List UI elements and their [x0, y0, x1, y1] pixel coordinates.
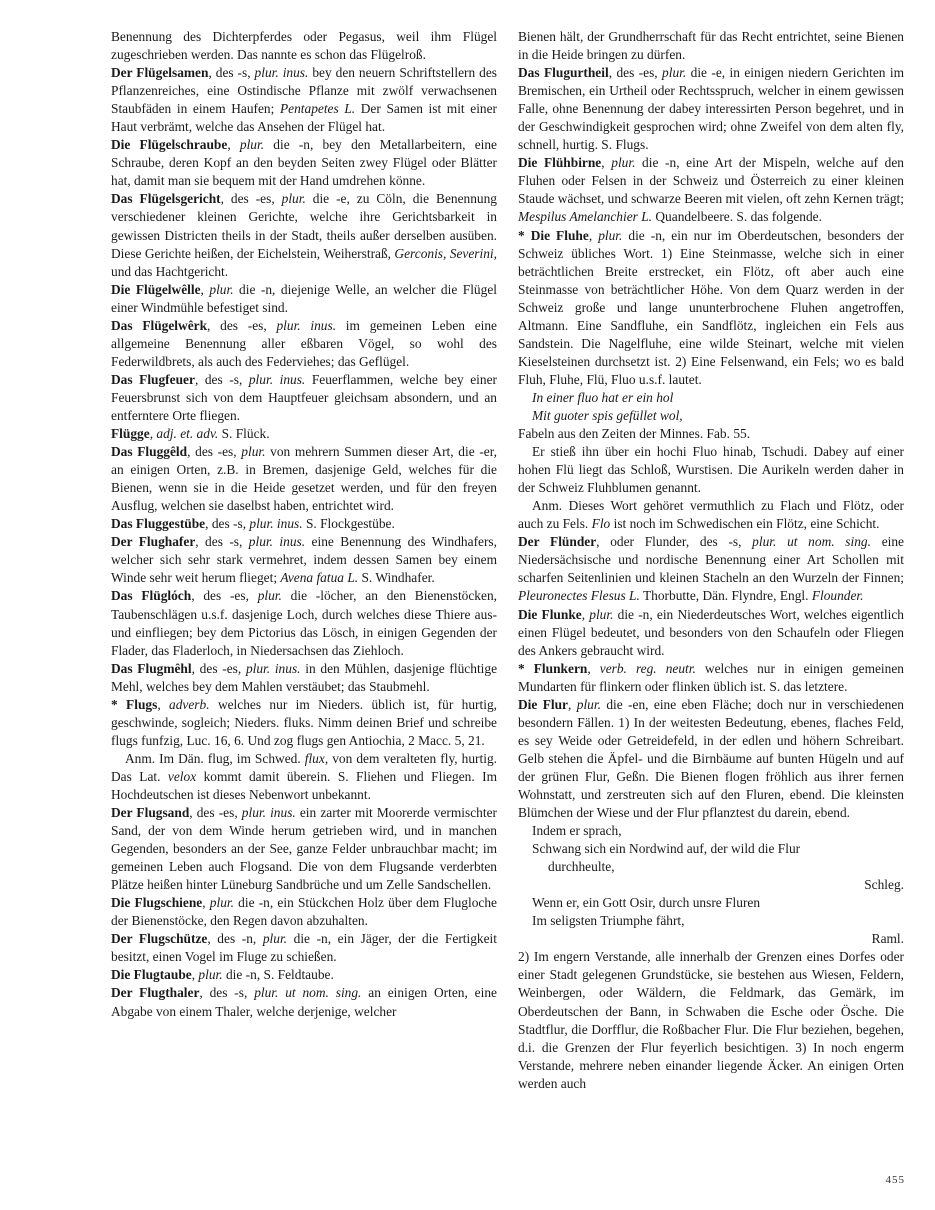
- entry-text: ein zarter mit Moorerde vermischter Sand, der von dem Winde herum getrieben wird, und in manchen Gegenden, besonders an der See, ganze Felder unbrauchbar macht; im gemeinen Leben auch Flogsand. Die von dem Flugsande verderbten Plätze heißen hinter Lüneburg Sandbrüche und um Zelle Sandschellen.: [111, 805, 497, 893]
- entry-text: ,: [200, 281, 210, 297]
- dictionary-entry: [518, 696, 904, 822]
- entry-headword: Die Flugtaube: [111, 967, 192, 983]
- dictionary-entry: [111, 660, 497, 696]
- entry-text: kommt damit überein. S. Fliehen und Fliegen. Im Hochdeutschen ist dieses Nebenwort unbekannt.: [111, 768, 497, 802]
- entry-text: S. Windhafer.: [358, 570, 435, 586]
- dictionary-entry: [111, 64, 497, 136]
- entry-headword: Das Fluggêld: [111, 444, 188, 460]
- entry-headword: Die Flügelwêlle: [111, 281, 201, 297]
- dictionary-entry: [111, 317, 497, 371]
- dictionary-entry: [111, 515, 497, 533]
- entry-headword: * Flunkern: [518, 660, 588, 676]
- italic-text: plur.: [589, 606, 614, 622]
- italic-text: verb. reg. neutr.: [599, 660, 696, 676]
- entry-headword: Flügge: [111, 426, 150, 442]
- quote-attribution: Schleg.: [864, 877, 904, 893]
- italic-text: plur. inus.: [241, 805, 296, 821]
- entry-text: , des -es,: [191, 588, 258, 604]
- italic-text: plur. ut nom. sing.: [752, 534, 871, 550]
- entry-headword: Das Flugurtheil: [518, 65, 609, 81]
- entry-headword: Das Flügelsgericht: [111, 191, 221, 207]
- entry-headword: Das Flugfeuer: [111, 371, 195, 387]
- verse-line: In einer fluo hat er ein hol: [532, 389, 674, 405]
- entry-text: ,: [149, 426, 157, 442]
- italic-text: Avena fatua L.: [280, 570, 359, 586]
- entry-text: Anm. Dieses Wort gehöret vermuthlich zu Flach und Flötz, oder auch zu Fels.: [518, 498, 904, 532]
- verse-line: Im seligsten Triumphe fährt,: [532, 913, 685, 929]
- entry-text: , des -s,: [208, 65, 255, 81]
- entry-text: an einigen Orten, eine Abgabe von einem Thaler, welche derjenige, welcher: [111, 985, 497, 1019]
- entry-text: in den Mühlen, dasjenige flüchtige Mehl, welches bey dem Mahlen verstäubet; das Staubmehl.: [111, 660, 498, 694]
- text-paragraph: 2) Im engern Verstande, alle innerhalb der Grenzen eines Dorfes oder einer Stadt gelegenen Grundstücke, sie bestehen aus Wiesen, Feldern, Weinbergen, oder Wäldern, die Feldmark, das Gemärk, im Oberdeutschen der Bann, in Schwaben die Esche oder Ösche. Die Stadtflur, die Dorfflur, die Roßbacher Flur. Die Flur beziehen, begehen, d.i. die Grenzen der Flur feyerlich besichtigen. 3) In noch engerm Verstande, mehrere neben einander liegende Äcker. An einigen Orten werden auch: [518, 949, 904, 1091]
- dictionary-entry: [518, 227, 904, 389]
- verse-line: Schwang sich ein Nordwind auf, der wild die Flur: [532, 841, 801, 857]
- entry-text: Thorbutte, Dän. Flyndre, Engl.: [639, 588, 812, 604]
- entry-text: die -n, bey den Metallarbeitern, eine Schraube, deren Kopf an den beyden Seiten zwey Flügel oder Blätter hat, damit man sie bequem mit der Hand umdrehen könne.: [111, 137, 497, 189]
- entry-text: , des -es,: [187, 444, 242, 460]
- text-paragraph: Benennung des Dichterpferdes oder Pegasus, weil ihm Flügel zugeschrieben werden. Das nannte es schon das Flügelroß.: [111, 29, 497, 63]
- dictionary-entry: [111, 696, 497, 750]
- entry-headword: Die Flügelschraube: [111, 137, 228, 153]
- entry-text: die -e, in einigen niedern Gerichten im Bremischen, ein Urtheil oder Rechtsspruch, welcher in einem gewissen Falle, ohne Benennung der dabey interessirten Person begehret, und in der Geschwindigkeit gesprochen wird; ohne Zweifel von dem alten fly, schnell, hurtig. S. Flugs.: [518, 65, 905, 153]
- dictionary-entry: [111, 804, 497, 894]
- entry-text: , des -es,: [207, 317, 277, 333]
- entry-headword: Der Flünder: [518, 534, 597, 550]
- entry-text: , des -n,: [207, 931, 263, 947]
- entry-text: Quandelbeere. S. das folgende.: [652, 209, 822, 225]
- verse-line: durchheulte,: [548, 859, 615, 875]
- italic-text: adverb.: [169, 696, 210, 712]
- text-paragraph: Bienen hält, der Grundherrschaft für das Recht entrichtet, seine Bienen in die Heide bringen zu dürfen.: [518, 29, 904, 63]
- entry-text: , des -es,: [220, 191, 282, 207]
- entry-headword: * Flugs: [111, 696, 158, 712]
- entry-text: eine Benennung des Windhafers, welcher sich sehr stark vermehret, indem dessen Samen bey einem Winde sehr weit herum flieget;: [111, 534, 497, 586]
- dictionary-entry: [111, 966, 497, 984]
- entry-text: , des -s,: [199, 985, 255, 1001]
- entry-text: ,: [568, 696, 577, 712]
- entry-text: die -löcher, an den Bienenstöcken, Taubenschlägen u.s.f. dasjenige Loch, durch welches diese Thiere aus- und einfliegen; bey dem Pictorius das Lösch, in einigen Gegenden der Flader, das Fladerloch, in Niedersachsen das Ziehloch.: [111, 588, 497, 658]
- italic-text: plur.: [239, 137, 265, 153]
- entry-headword: Der Flughafer: [111, 534, 196, 550]
- italic-text: plur.: [281, 191, 306, 207]
- entry-text: von mehrern Summen dieser Art, die -er, an einigen Orten, z.B. in Bremen, dasjenige Geld, welches für die Bienen, wenn sie in die Heide gesetzet werden, und für den freyen Ausflug, welchen sie daselbst haben, entrichtet wird.: [111, 444, 497, 514]
- italic-text: plur.: [198, 967, 223, 983]
- entry-text: , des -es,: [189, 805, 242, 821]
- entry-text: ,: [587, 660, 600, 676]
- dictionary-entry: [111, 984, 497, 1020]
- italic-text: adj. et. adv.: [156, 426, 219, 442]
- entry-text: die -n, eine Art der Mispeln, welche auf den Fluhen oder Felsen in der Schweiz und Österreich zu einer kleinen Staude wächset, und schwarze Beeren mit vielen, oft zehn Kernen trägt;: [518, 155, 905, 207]
- italic-text: plur. ut nom. sing.: [254, 985, 362, 1001]
- quote-attribution: Raml.: [871, 931, 904, 947]
- annotation-paragraph: [111, 750, 497, 804]
- entry-headword: Das Fluggestübe: [111, 516, 206, 532]
- italic-text: plur. inus.: [248, 371, 306, 387]
- entry-headword: Das Flügelwêrk: [111, 317, 208, 333]
- entry-headword: Die Flunke: [518, 606, 582, 622]
- entry-text: und das Hachtgericht.: [111, 263, 229, 279]
- entry-text: ,: [601, 155, 612, 171]
- dictionary-entry: [111, 894, 497, 930]
- dictionary-entry: [518, 64, 904, 154]
- italic-text: plur.: [209, 281, 234, 297]
- entry-headword: Der Flugschütze: [111, 931, 208, 947]
- italic-text: velox: [167, 768, 197, 784]
- entry-text: Anm. Im Dän. flug, im Schwed.: [125, 750, 305, 766]
- entry-headword: Der Flügelsamen: [111, 65, 209, 81]
- entry-text: ist noch im Schwedischen ein Flötz, eine Schicht.: [610, 516, 880, 532]
- verse-line: Wenn er, ein Gott Osir, durch unsre Fluren: [532, 895, 761, 911]
- entry-text: die -n, ein Niederdeutsches Wort, welches eigentlich einen Flügel bedeutet, und besonders von den Schaufeln oder Fliegen des Ankers gebraucht wird.: [518, 606, 904, 658]
- page-number: 455: [885, 1174, 905, 1186]
- italic-text: flux,: [304, 750, 329, 766]
- italic-text: plur. inus.: [249, 516, 303, 532]
- entry-text: S. Flockgestübe.: [302, 516, 395, 532]
- italic-text: plur.: [576, 696, 601, 712]
- entry-text: eine Niedersächsische und nordische Benennung einer Art Schollen mit scharfen Seitenlinien und kleinen Stacheln an den Wurzeln der Finnen;: [518, 534, 904, 586]
- entry-text: die -n, ein Stückchen Holz über dem Flugloche der Bienenstöcke, den Regen davon abzuhalten.: [111, 895, 497, 929]
- entry-headword: Die Flur: [518, 696, 569, 712]
- entry-text: ,: [191, 967, 199, 983]
- entry-headword: Das Flugmêhl: [111, 660, 192, 676]
- italic-text: Gerconis, Severini,: [394, 245, 497, 261]
- entry-headword: Die Flugschiene: [111, 895, 203, 911]
- dictionary-entry: [111, 587, 497, 659]
- entry-text: die -n, S. Feldtaube.: [222, 967, 334, 983]
- entry-text: , des -es,: [191, 660, 246, 676]
- entry-text: , des -es,: [608, 65, 663, 81]
- italic-text: plur.: [662, 65, 687, 81]
- entry-text: die -n, ein nur im Oberdeutschen, besonders der Schweiz übliches Wort. 1) Eine Steinmasse, welche sich in einer beträchtlichen Breite erstrecket, ein Flötz, oft aber auch eine Steinmasse von beträchtlicher Höhe. Von dem Quarz werden in der Schweiz große und lange ununterbrochene Fluhen angetroffen, Altmann. Eine Sandfluhe, ein Sandflötz, ingleichen ein Fels aus Sandstein. Die Nagelfluhe, eine wilde Steinart, welche mit vielen Kieselsteinen durchsetzt ist. 2) Eine Felsenwand, ein Fels; wo es bald Fluh, Fluhe, Flü, Fluo u.s.f. lautet.: [518, 227, 905, 387]
- italic-text: Flo: [591, 516, 611, 532]
- italic-text: Mespilus Amelanchier L.: [518, 209, 653, 225]
- italic-text: plur.: [598, 227, 623, 243]
- dictionary-entry: [111, 371, 497, 425]
- entry-text: ,: [202, 895, 210, 911]
- entry-text: die -n, diejenige Welle, an welcher die Flügel einer Windmühle befestiget sind.: [111, 281, 497, 315]
- dictionary-entry: [518, 606, 904, 660]
- entry-text: ,: [588, 227, 599, 243]
- entry-text: ,: [581, 606, 590, 622]
- entry-text: , des -s,: [195, 534, 249, 550]
- right-column: [518, 28, 904, 1093]
- text-paragraph: Fabeln aus den Zeiten der Minnes. Fab. 55.: [518, 426, 751, 442]
- entry-text: Der Samen ist mit einer Haut verbrämt, welche das Ansehen der Flügel hat.: [111, 101, 498, 135]
- italic-text: plur.: [209, 895, 234, 911]
- dictionary-entry: [111, 190, 497, 280]
- annotation-paragraph: [518, 443, 904, 497]
- italic-text: plur. inus.: [248, 534, 306, 550]
- dictionary-entry: [111, 443, 497, 515]
- entry-text: ,: [227, 137, 240, 153]
- entry-text: , oder Flunder, des -s,: [596, 534, 753, 550]
- italic-text: Pentapetes L.: [279, 101, 356, 117]
- dictionary-entry: [111, 533, 497, 587]
- entry-headword: Der Flugthaler: [111, 985, 200, 1001]
- italic-text: plur. inus.: [245, 660, 301, 676]
- entry-text: ,: [157, 696, 170, 712]
- entry-text: Er stieß ihn über ein hochi Fluo hinab, Tschudi. Dabey auf einer hohen Flü liegt das Schloß, Wurstisen. Die Aurikeln werden daher in der Schweiz Fluhblumen genannt.: [518, 444, 904, 496]
- italic-text: plur.: [262, 931, 288, 947]
- dictionary-entry: [518, 154, 904, 226]
- verse-line: Mit guoter spis gefüllet wol,: [532, 407, 683, 423]
- entry-text: Feuerflammen, welche bey einer Feuersbrunst sich von dem Hauptfeuer gleichsam absondern, und an entferntere Orte fliegen.: [111, 371, 497, 423]
- italic-text: plur.: [241, 444, 266, 460]
- italic-text: Flounder.: [811, 588, 864, 604]
- dictionary-entry: [518, 533, 904, 605]
- italic-text: plur.: [257, 588, 282, 604]
- entry-text: welches nur im Nieders. üblich ist, für hurtig, geschwinde, sogleich; Nieders. fluks. Nimm deinen Brief und schreibe flugs funfzig, Luc. 16, 6. Und zog flugs gen Antiochia, 2 Macc. 5, 21.: [111, 696, 497, 748]
- verse-line: Indem er sprach,: [532, 823, 622, 839]
- dictionary-entry: [518, 660, 904, 696]
- dictionary-entry: [111, 136, 497, 190]
- dictionary-entry: [111, 930, 497, 966]
- entry-text: , des -s,: [205, 516, 250, 532]
- entry-text: S. Flück.: [218, 426, 270, 442]
- dictionary-entry: [111, 281, 497, 317]
- entry-headword: Das Flüglóch: [111, 588, 192, 604]
- entry-headword: * Die Fluhe: [518, 227, 589, 243]
- entry-text: die -n, ein Jäger, der die Fertigkeit besitzt, einen Vogel im Fluge zu schießen.: [111, 931, 497, 965]
- entry-headword: Die Flühbirne: [518, 155, 602, 171]
- italic-text: plur. inus.: [276, 317, 337, 333]
- entry-text: im gemeinen Leben eine allgemeine Benennung aller eßbaren Vögel, so wohl des Federwildbrets, als auch des Federviehes; das Geflügel.: [111, 317, 498, 369]
- entry-headword: Der Flugsand: [111, 805, 190, 821]
- entry-text: die -e, zu Cöln, die Benennung verschiedener kleinen Gerichte, welche ihre Gerichtsbarkeit in gewissen Districten theils in der Stadt, theils außer derselben ausüben. Diese Gerichte heißen, der Eichelstein, Weiherstraß,: [111, 191, 498, 261]
- entry-text: bey den neuern Schriftstellern des Pflanzenreiches, eine Ostindische Pflanze mit zwölf verwachsenen Staubfäden in einem Haufen;: [111, 65, 497, 117]
- annotation-paragraph: [518, 497, 904, 533]
- italic-text: Pleuronectes Flesus L.: [518, 588, 640, 604]
- entry-text: von dem veralteten fly, hurtig. Das Lat.: [111, 750, 498, 784]
- dictionary-entry: [111, 425, 497, 443]
- entry-text: , des -s,: [194, 371, 249, 387]
- italic-text: plur.: [611, 155, 636, 171]
- entry-text: die -en, eine eben Fläche; doch nur in verschiedenen besondern Fällen. 1) In der weitesten Bedeutung, ebenes, flaches Feld, es sey Weide oder Getreidefeld, in der edlen und höhern Schreibart. Gelb stehen die Äpfel- und die Birnbäume auf bunten Hügeln und auf der grünen Flur, Geßn. Die Bienen flogen fröhlich aus ihrer fernen Wohnstatt, und zerstreuten sich auf den Fluren, ebend. Die kleinsten Blümchen der Wiese und der Flur pflanztest du darein, ebend.: [518, 696, 904, 821]
- italic-text: plur. inus.: [254, 65, 309, 81]
- left-column: [111, 28, 497, 1021]
- entry-text: welches nur in einigen gemeinen Mundarten für flinkern oder flinken üblich ist. S. das letztere.: [518, 660, 904, 694]
